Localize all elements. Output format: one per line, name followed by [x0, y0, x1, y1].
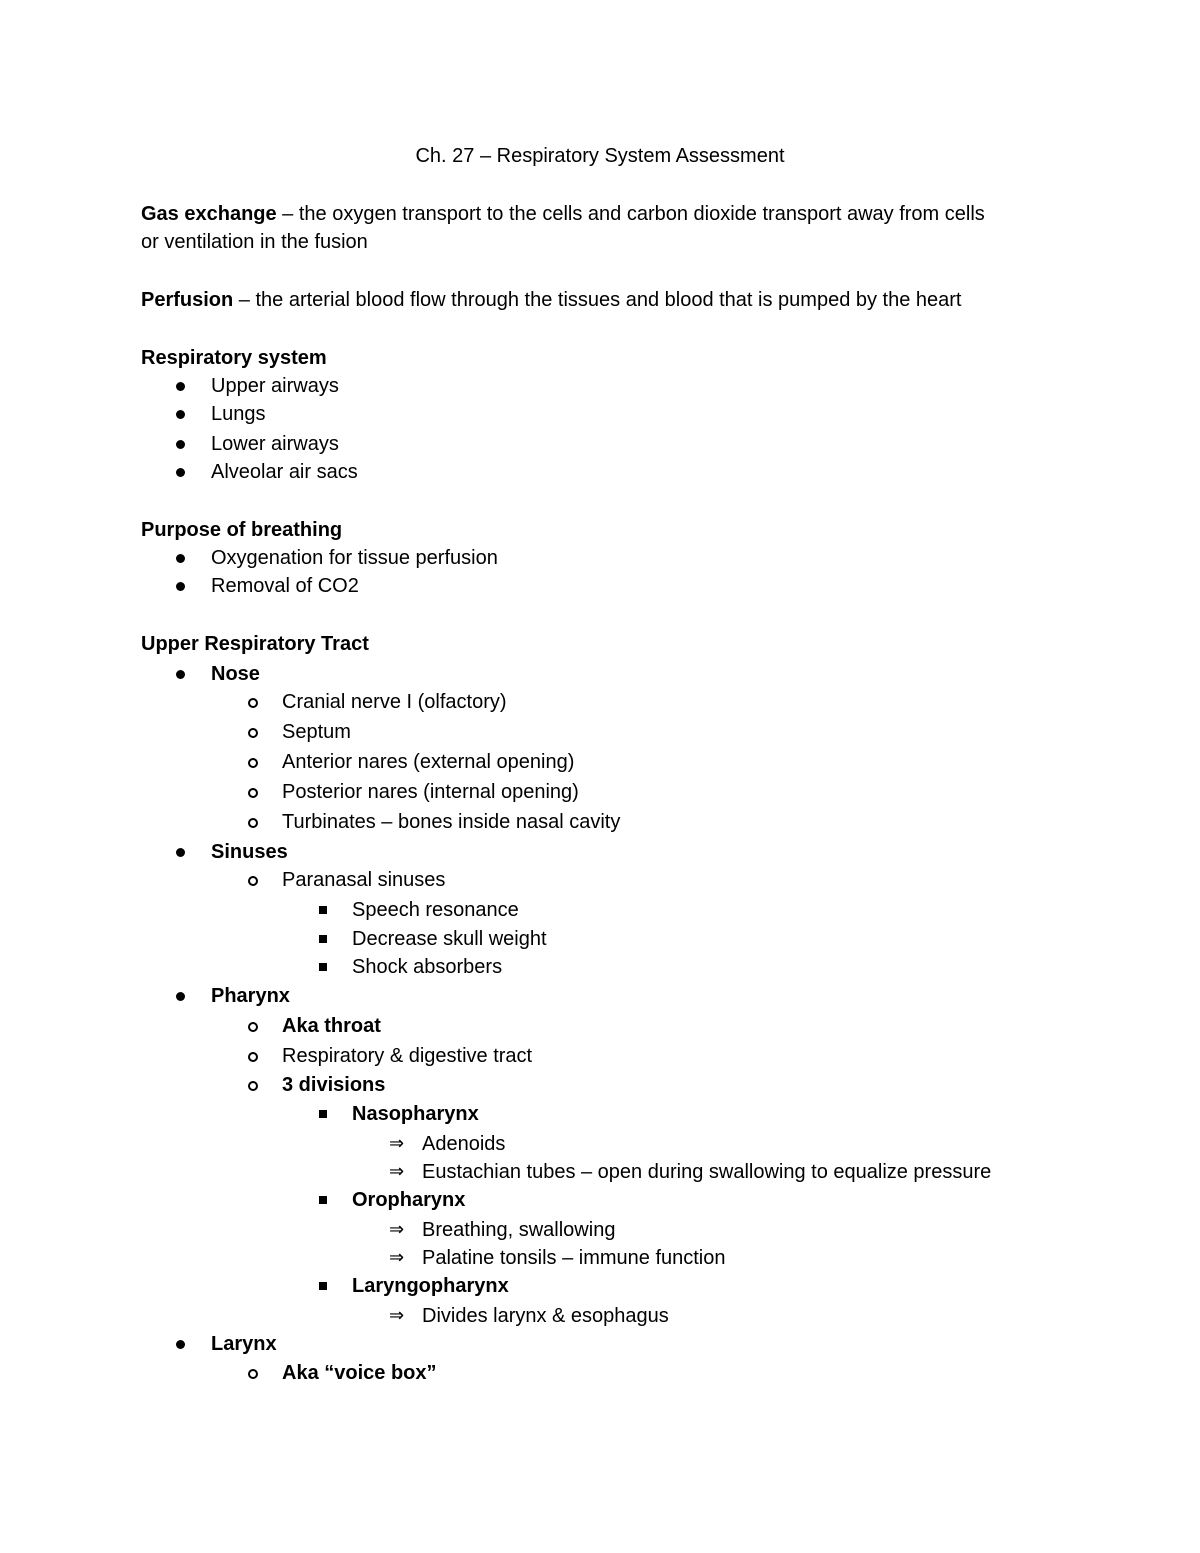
list-item: Paranasal sinuses	[282, 869, 446, 891]
list-item: Respiratory & digestive tract	[282, 1045, 533, 1067]
list-item: Lungs	[211, 403, 266, 425]
sinuses-label: Sinuses	[211, 841, 288, 863]
list-item: Adenoids	[422, 1133, 506, 1155]
arrow-icon: ⇒	[389, 1219, 405, 1240]
list-item: Posterior nares (internal opening)	[282, 781, 579, 803]
list-item: Cranial nerve I (olfactory)	[282, 691, 507, 713]
perfusion-term: Perfusion	[141, 289, 234, 311]
bullet-icon	[176, 554, 185, 563]
arrow-icon: ⇒	[389, 1305, 405, 1326]
upper-tract-heading: Upper Respiratory Tract	[141, 633, 369, 655]
square-bullet-icon	[319, 963, 327, 971]
list-item: Shock absorbers	[352, 956, 503, 978]
list-item: Speech resonance	[352, 899, 519, 921]
square-bullet-icon	[319, 1196, 327, 1204]
square-bullet-icon	[319, 935, 327, 943]
list-item: Aka “voice box”	[282, 1362, 437, 1384]
square-bullet-icon	[319, 1110, 327, 1118]
gas-exchange-paragraph	[141, 200, 985, 228]
gas-exchange-term: Gas exchange	[141, 203, 277, 225]
square-bullet-icon	[319, 906, 327, 914]
list-item: Oxygenation for tissue perfusion	[211, 547, 498, 569]
arrow-icon: ⇒	[389, 1133, 405, 1154]
perfusion-paragraph	[141, 286, 962, 314]
bullet-icon	[176, 1340, 185, 1349]
list-item: Aka throat	[282, 1015, 381, 1037]
page-title: Ch. 27 – Respiratory System Assessment	[415, 145, 785, 167]
respiratory-system-heading: Respiratory system	[141, 347, 327, 369]
bullet-icon	[176, 468, 185, 477]
bullet-icon	[176, 440, 185, 449]
arrow-icon: ⇒	[389, 1247, 405, 1268]
arrow-icon: ⇒	[389, 1161, 405, 1182]
nose-label: Nose	[211, 663, 260, 685]
list-item: Turbinates – bones inside nasal cavity	[282, 811, 621, 833]
bullet-icon	[176, 992, 185, 1001]
list-item: Decrease skull weight	[352, 928, 547, 950]
list-item: Septum	[282, 721, 351, 743]
circle-bullet-icon	[248, 1052, 258, 1062]
circle-bullet-icon	[248, 1081, 258, 1091]
gas-exchange-definition: – the oxygen transport to the cells and carbon dioxide transport away from cells	[276, 203, 985, 225]
list-item: 3 divisions	[282, 1074, 386, 1096]
square-bullet-icon	[319, 1282, 327, 1290]
larynx-label: Larynx	[211, 1333, 277, 1355]
list-item: Divides larynx & esophagus	[422, 1305, 669, 1327]
purpose-heading: Purpose of breathing	[141, 519, 343, 541]
circle-bullet-icon	[248, 728, 258, 738]
oropharynx-label: Oropharynx	[352, 1189, 466, 1211]
list-item: Breathing, swallowing	[422, 1219, 616, 1241]
laryngopharynx-label: Laryngopharynx	[352, 1275, 509, 1297]
bullet-icon	[176, 670, 185, 679]
pharynx-label: Pharynx	[211, 985, 290, 1007]
circle-bullet-icon	[248, 788, 258, 798]
perfusion-definition: – the arterial blood flow through the tissues and blood that is pumped by the heart	[233, 289, 962, 311]
circle-bullet-icon	[248, 818, 258, 828]
list-item: Palatine tonsils – immune function	[422, 1247, 726, 1269]
gas-exchange-definition-cont: or ventilation in the fusion	[141, 231, 368, 253]
list-item: Upper airways	[211, 375, 339, 397]
list-item: Removal of CO2	[211, 575, 359, 597]
nasopharynx-label: Nasopharynx	[352, 1103, 479, 1125]
bullet-icon	[176, 582, 185, 591]
circle-bullet-icon	[248, 758, 258, 768]
list-item: Anterior nares (external opening)	[282, 751, 575, 773]
circle-bullet-icon	[248, 1022, 258, 1032]
bullet-icon	[176, 410, 185, 419]
circle-bullet-icon	[248, 698, 258, 708]
bullet-icon	[176, 382, 185, 391]
list-item: Eustachian tubes – open during swallowing to equalize pressure	[422, 1161, 992, 1183]
circle-bullet-icon	[248, 1369, 258, 1379]
circle-bullet-icon	[248, 876, 258, 886]
list-item: Alveolar air sacs	[211, 461, 358, 483]
bullet-icon	[176, 848, 185, 857]
list-item: Lower airways	[211, 433, 339, 455]
